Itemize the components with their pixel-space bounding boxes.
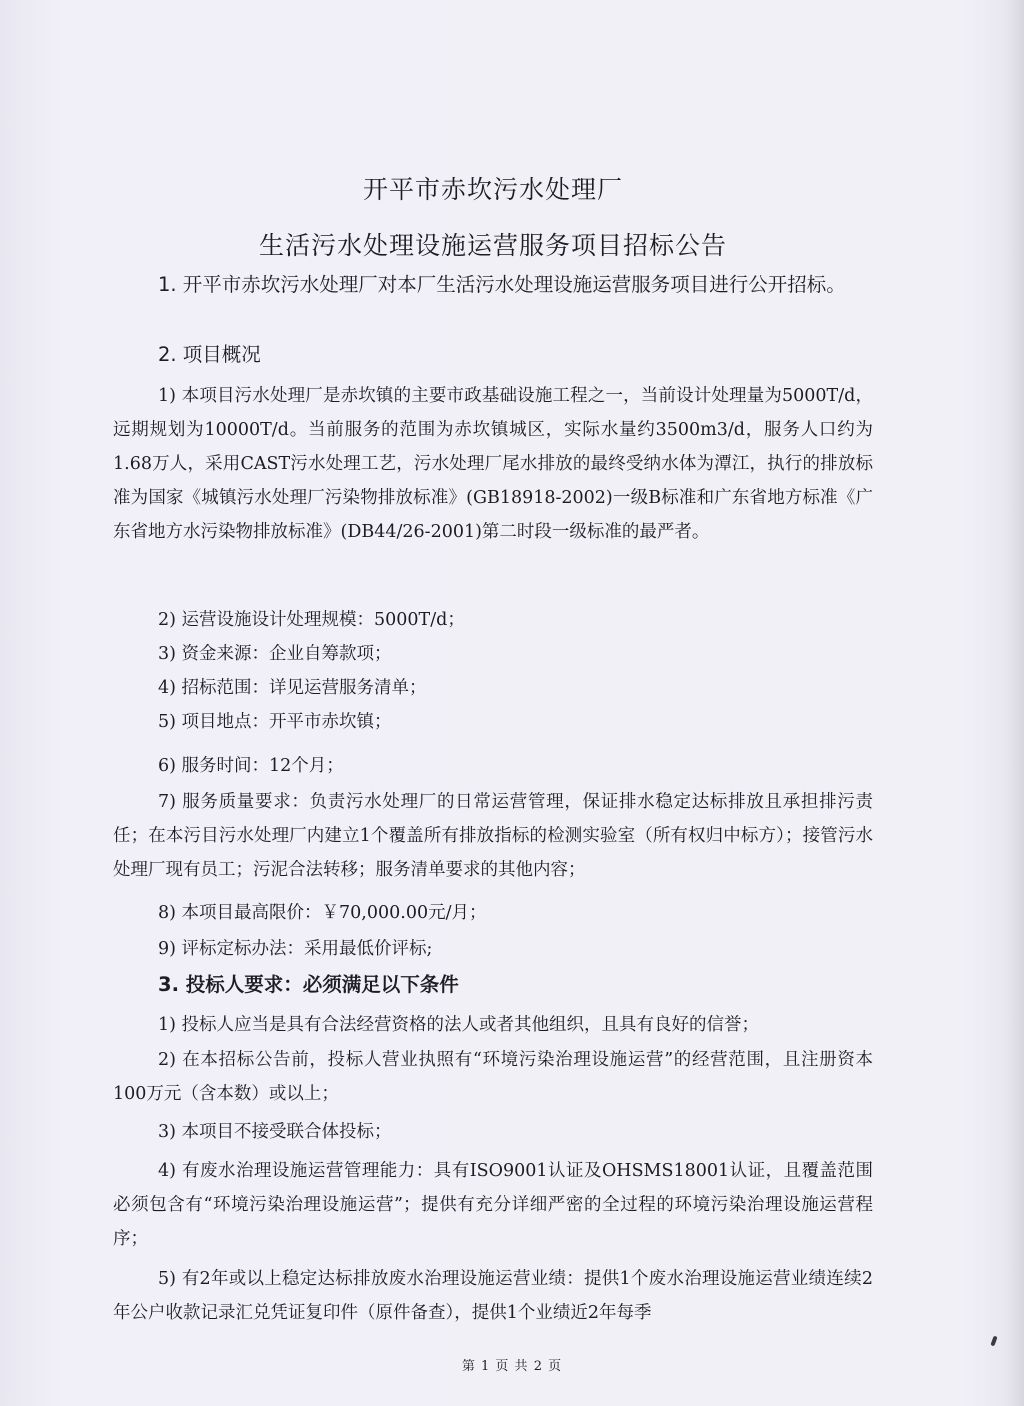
section-3-item-3: 3) 本项目不接受联合体投标； xyxy=(158,1122,392,1142)
document-title-line2: 生活污水处理设施运营服务项目招标公告 xyxy=(258,231,727,260)
page-footer: 第 1 页 共 2 页 xyxy=(461,1359,563,1374)
document-title-line1: 开平市赤坎污水处理厂 xyxy=(362,175,623,204)
section-3-item-4: 4) 有废水治理设施运营管理能力：具有ISO9001认证及OHSMS18001认证，且覆盖范围必须包含有“环境污染治理设施运营”；提供有充分详细严密的全过程的环境污染治理设施运营程序； xyxy=(113,1161,873,1249)
section-3-item-5: 5) 有2年或以上稳定达标排放废水治理设施运营业绩：提供1个废水治理设施运营业绩连续2年公户收款记录汇兑凭证复印件（原件备查），提供1个业绩近2年每季 xyxy=(113,1269,873,1323)
section-2-item-3: 3) 资金来源：企业自筹款项； xyxy=(158,644,392,664)
scan-speck xyxy=(990,1336,997,1347)
section-3-item-2: 2) 在本招标公告前，投标人营业执照有“环境污染治理设施运营”的经营范围，且注册资本100万元（含本数）或以上； xyxy=(113,1050,873,1104)
section-2-item-8: 8) 本项目最高限价：￥70,000.00元/月； xyxy=(158,903,487,923)
section-1-text: 1. 开平市赤坎污水处理厂对本厂生活污水处理设施运营服务项目进行公开招标。 xyxy=(158,273,846,296)
page-edge-shadow xyxy=(1006,0,1024,1406)
section-3-heading: 3. 投标人要求：必须满足以下条件 xyxy=(158,973,459,996)
section-2-item-4: 4) 招标范围：详见运营服务清单； xyxy=(158,678,427,698)
section-2-item-6: 6) 服务时间：12个月； xyxy=(158,756,344,776)
section-2-heading: 2. 项目概况 xyxy=(158,343,261,366)
section-2-item-1: 1) 本项目污水处理厂是赤坎镇的主要市政基础设施工程之一，当前设计处理量为5000T/d，远期规划为10000T/d。当前服务的范围为赤坎镇城区，实际水量约3500m3/d，服务人口约为1.68万人，采用CAST污水处理工艺，污水处理厂尾水排放的最终受纳水体为潭江，执行的排放标准为国家《城镇污水处理厂污染物排放标准》(GB18918-2002)一级B标准和广东省地方标准《广东省地方水污染物排放标准》(DB44/26-2001)第二时段一级标准的最严者。 xyxy=(113,386,873,542)
section-2-item-9: 9) 评标定标办法：采用最低价评标; xyxy=(158,939,433,959)
section-2-item-7: 7) 服务质量要求：负责污水处理厂的日常运营管理，保证排水稳定达标排放且承担排污责任；在本污目污水处理厂内建立1个覆盖所有排放指标的检测实验室（所有权归中标方）；接管污水处理厂现有员工；污泥合法转移；服务清单要求的其他内容； xyxy=(113,792,873,880)
section-2-item-5: 5) 项目地点：开平市赤坎镇； xyxy=(158,712,392,732)
section-3-item-1: 1) 投标人应当是具有合法经营资格的法人或者其他组织，且具有良好的信誉； xyxy=(158,1015,760,1035)
section-2-item-2: 2) 运营设施设计处理规模：5000T/d； xyxy=(158,610,465,630)
